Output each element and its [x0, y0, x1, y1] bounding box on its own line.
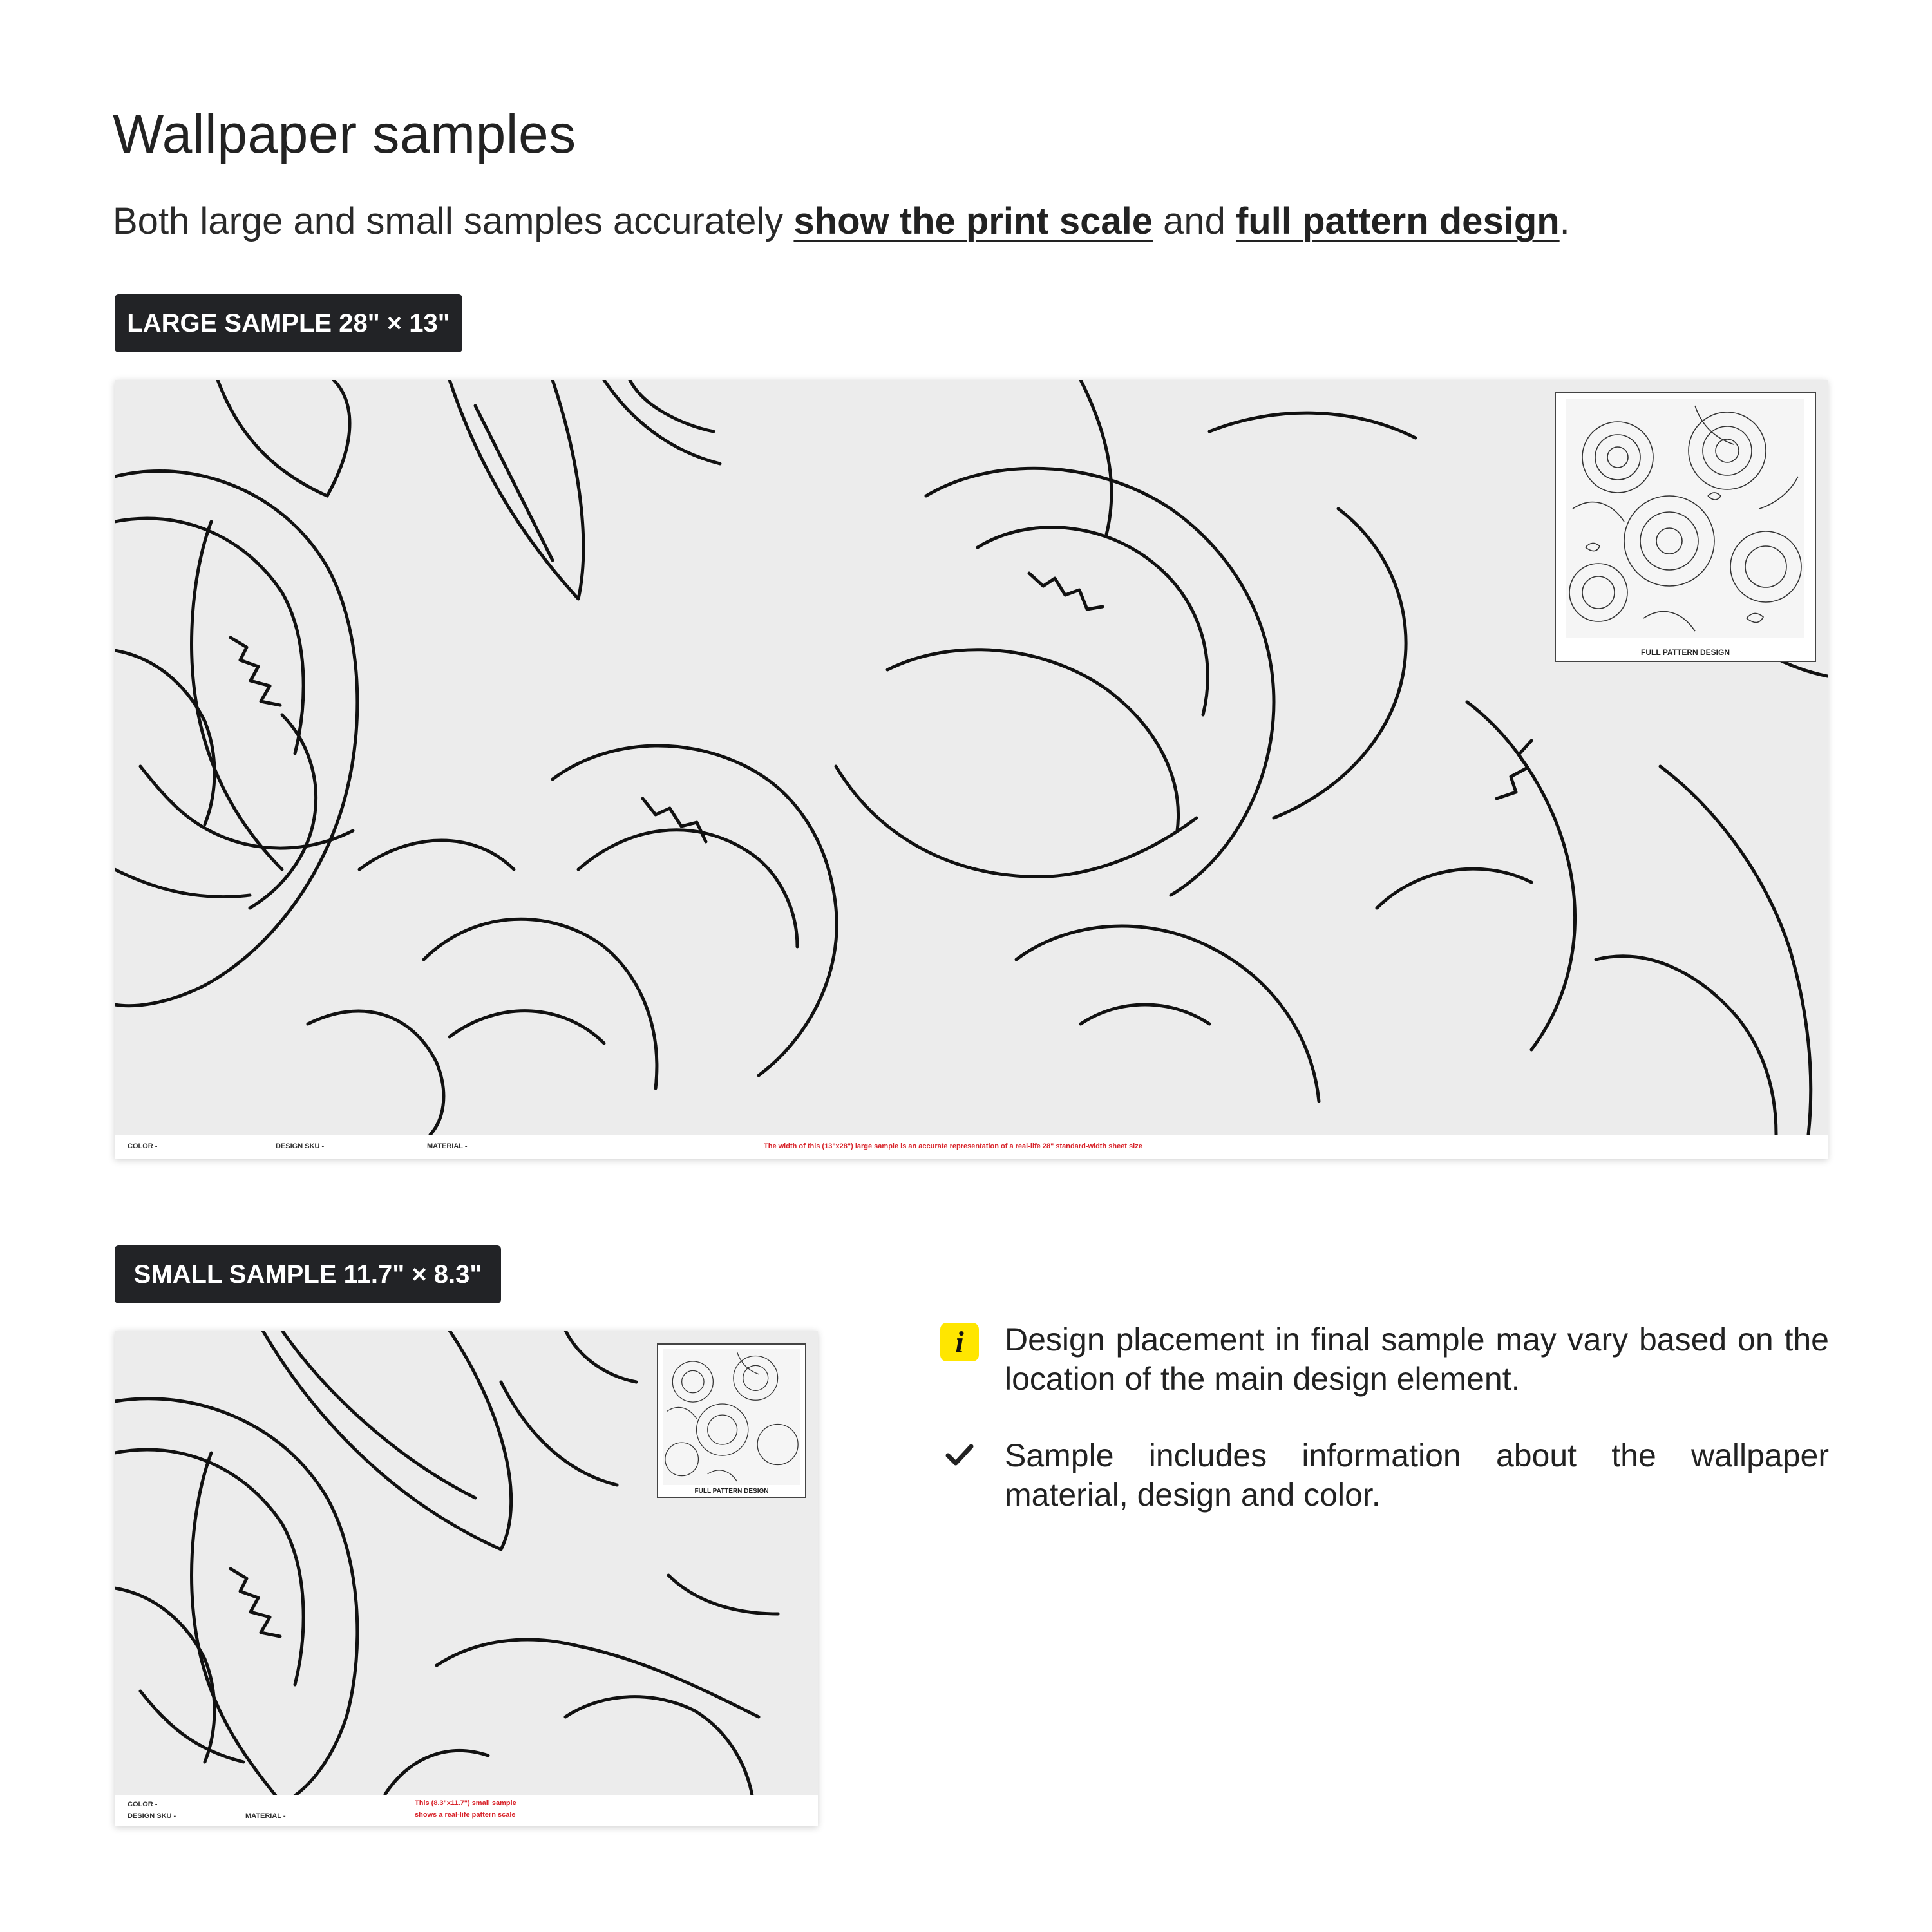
note-info-text: Sample includes information about the wallpaper material, design and color. — [1005, 1437, 1829, 1513]
large-sample-badge: LARGE SAMPLE 28" × 13" — [115, 294, 462, 352]
subtitle-middle: and — [1152, 200, 1236, 242]
small-full-pattern-preview — [657, 1343, 806, 1498]
full-pattern-caption: FULL PATTERN DESIGN — [1641, 648, 1730, 657]
subtitle-suffix: . — [1559, 200, 1570, 242]
small-color-label: COLOR - — [128, 1801, 158, 1808]
note-placement-text: Design placement in final sample may vary based on the location of the main design element. — [1005, 1321, 1829, 1397]
print-scale-link[interactable]: show the print scale — [793, 200, 1153, 242]
large-material-label: MATERIAL - — [427, 1142, 468, 1150]
small-sku-label: DESIGN SKU - — [128, 1812, 176, 1820]
small-sample-scale-note-line-2: shows a real-life pattern scale — [415, 1811, 516, 1819]
page-title: Wallpaper samples — [113, 104, 576, 164]
large-color-label: COLOR - — [128, 1142, 158, 1150]
small-material-label: MATERIAL - — [245, 1812, 286, 1820]
large-sample-scale-note: The width of this (13"x28") large sample is an accurate representation of a real-life 28" standard-width sheet size — [764, 1142, 1142, 1150]
small-full-pattern-thumbnail — [663, 1349, 800, 1485]
small-sample-badge: SMALL SAMPLE 11.7" × 8.3" — [115, 1245, 501, 1303]
subtitle-prefix: Both large and small samples accurately — [113, 200, 794, 242]
large-sample-image — [115, 380, 1828, 1159]
full-pattern-thumbnail — [1566, 399, 1804, 638]
small-sample-scale-note-line-1: This (8.3"x11.7") small sample — [415, 1799, 516, 1807]
large-sku-label: DESIGN SKU - — [276, 1142, 325, 1150]
small-sample-label-strip — [115, 1795, 818, 1826]
info-icon: i — [940, 1323, 979, 1361]
small-sample-image — [115, 1331, 818, 1826]
page-subtitle — [113, 200, 1570, 243]
full-pattern-preview — [1555, 392, 1816, 662]
large-sample-label-strip — [115, 1135, 1828, 1159]
full-pattern-link[interactable]: full pattern design — [1235, 200, 1560, 242]
check-icon — [940, 1436, 979, 1475]
small-full-pattern-caption: FULL PATTERN DESIGN — [694, 1488, 769, 1495]
